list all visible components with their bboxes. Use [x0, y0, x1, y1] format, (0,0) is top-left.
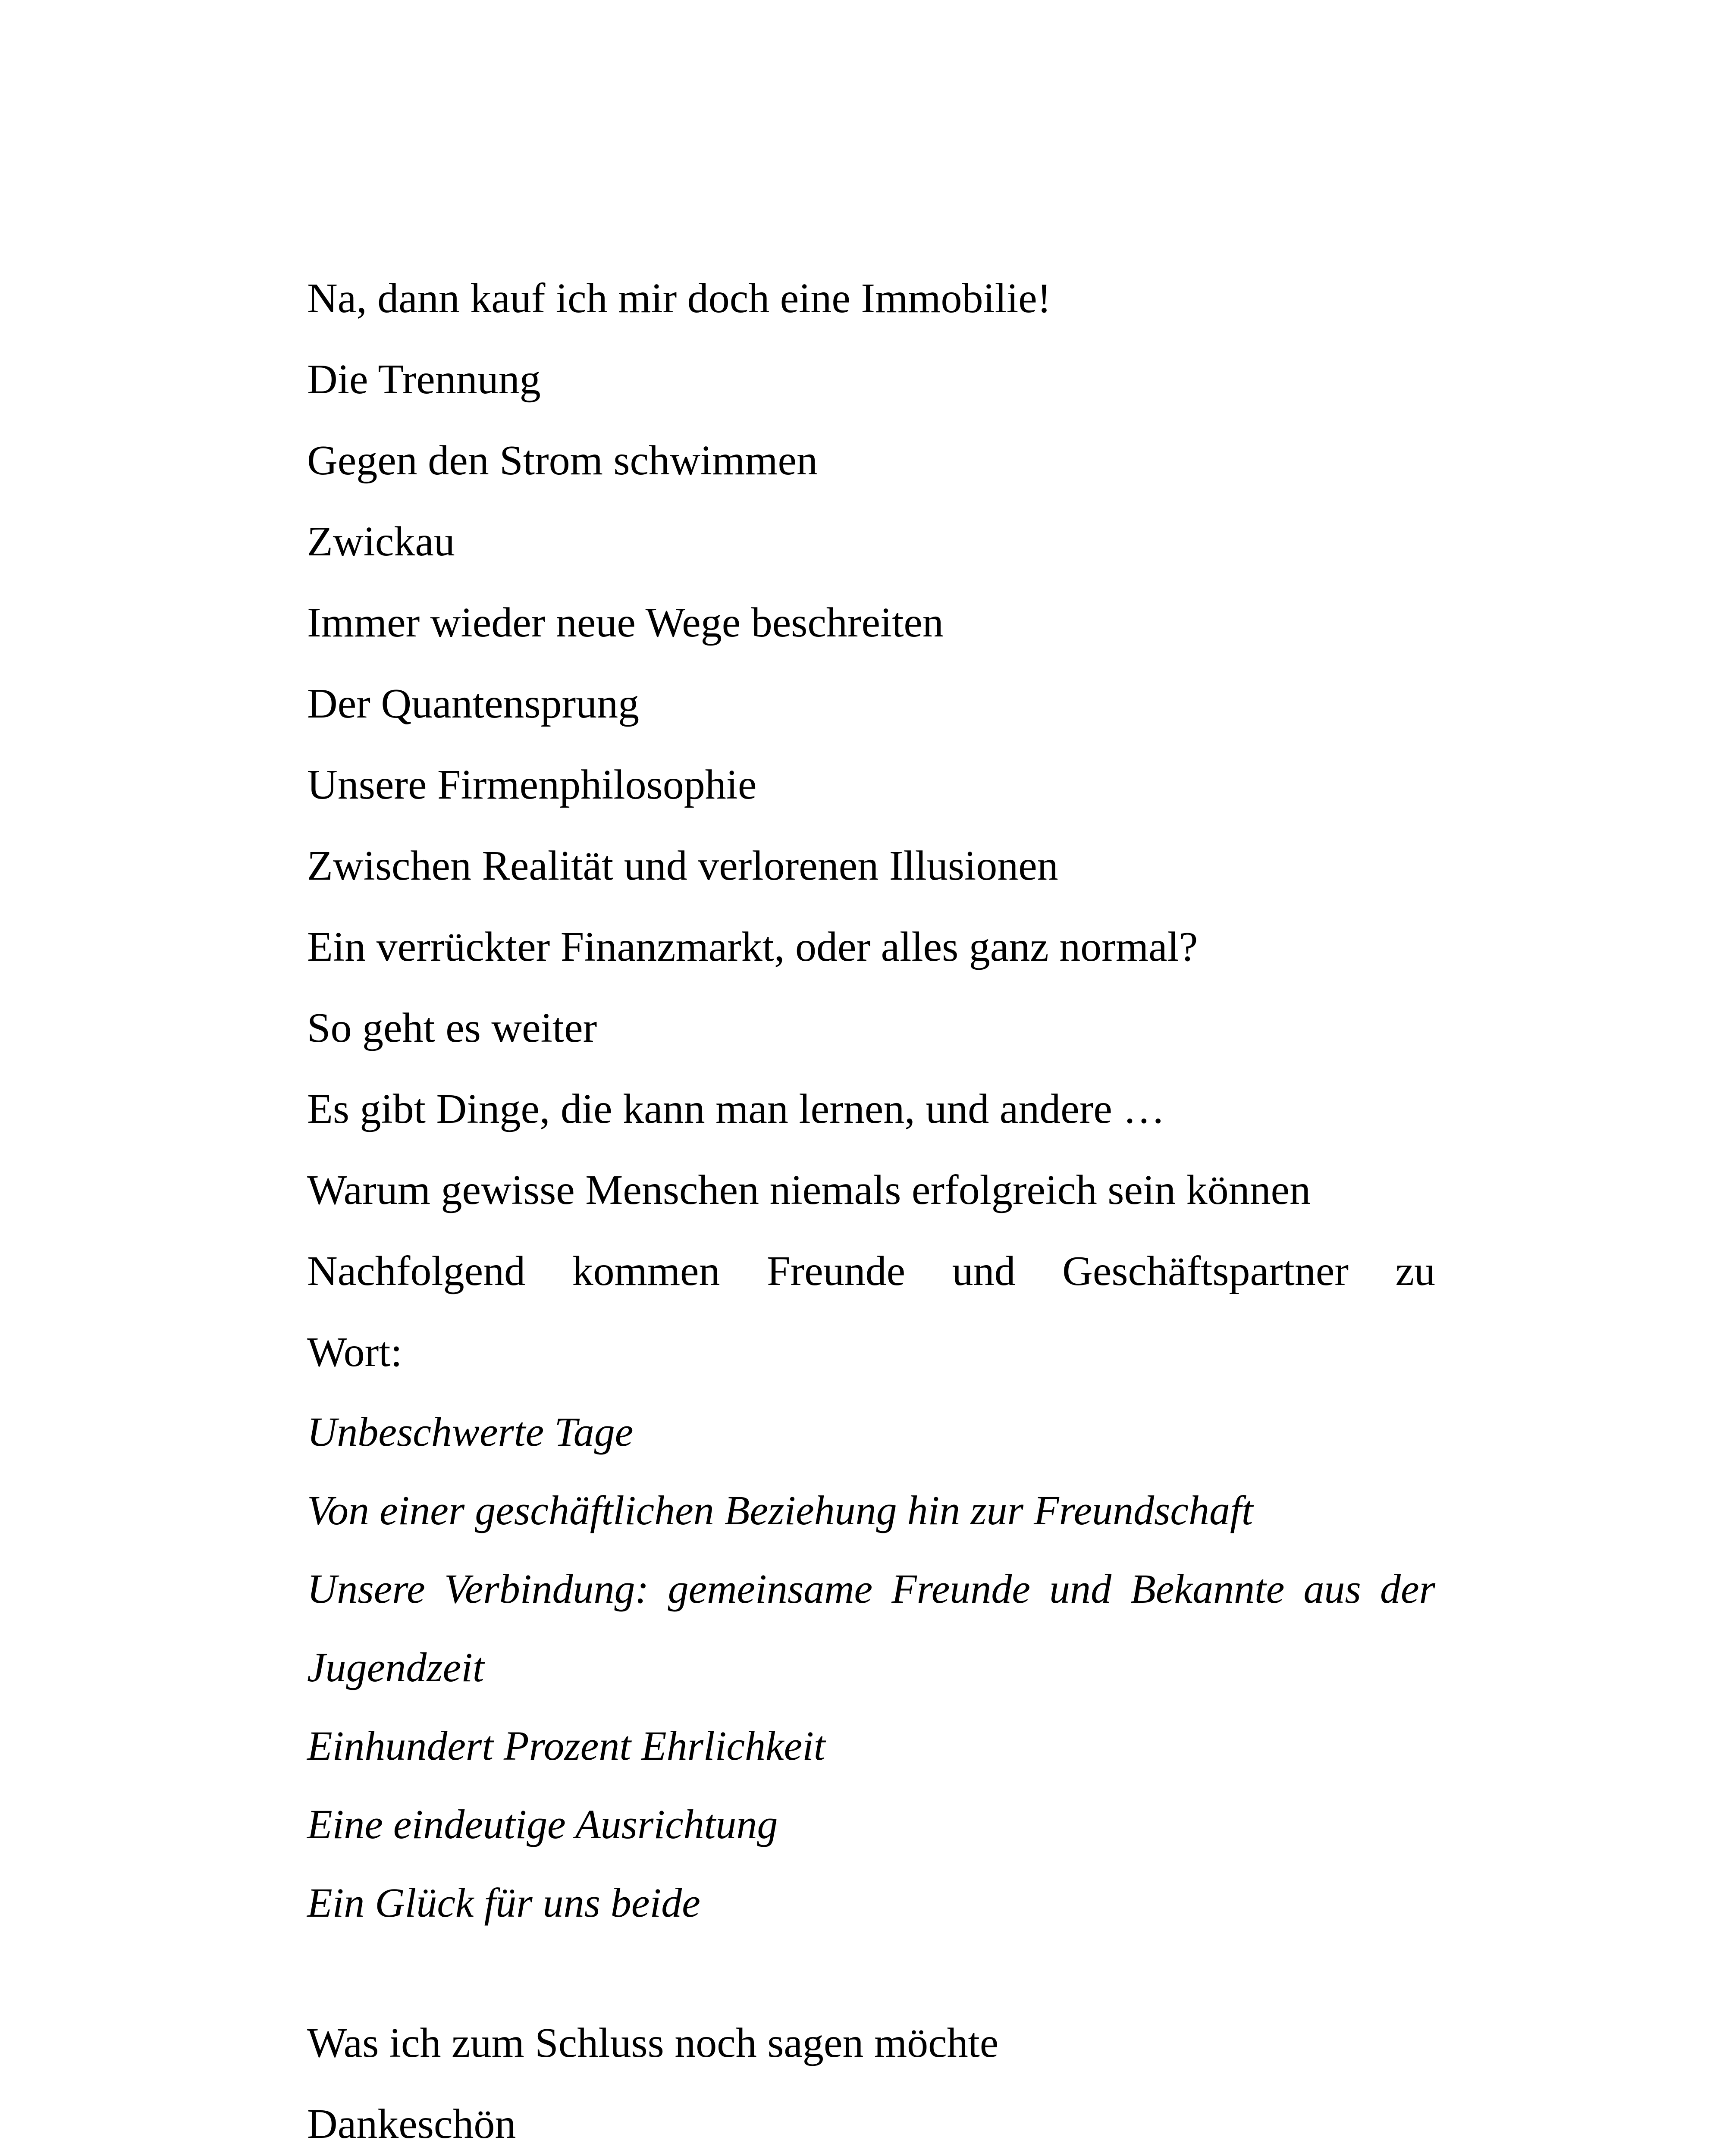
toc-entry: Es gibt Dinge, die kann man lernen, und andere … — [307, 1086, 1165, 1132]
toc-entry: Nachfolgend kommen Freunde und Geschäftspartner zu — [307, 1248, 1435, 1294]
toc-subentry: Jugendzeit — [307, 1644, 484, 1690]
toc-entry: Ein verrückter Finanzmarkt, oder alles ganz normal? — [307, 924, 1198, 970]
toc-entry: Gegen den Strom schwimmen — [307, 437, 818, 484]
toc-entry: Dankeschön — [307, 2101, 516, 2147]
toc-entry: Was ich zum Schluss noch sagen möchte — [307, 2020, 999, 2066]
toc-entry: Der Quantensprung — [307, 680, 640, 727]
toc-entry: Zwickau — [307, 518, 455, 565]
toc-entry: Die Trennung — [307, 356, 541, 403]
toc-subentry: Unbeschwerte Tage — [307, 1409, 634, 1455]
toc-subentry: Unsere Verbindung: gemeinsame Freunde und Bekannte aus der — [307, 1566, 1435, 1612]
toc-subentry: Von einer geschäftlichen Beziehung hin zur Freundschaft — [307, 1487, 1253, 1533]
toc-subentry: Einhundert Prozent Ehrlichkeit — [307, 1723, 825, 1769]
toc-entry: So geht es weiter — [307, 1005, 597, 1051]
toc-entry: Zwischen Realität und verlorenen Illusionen — [307, 843, 1058, 889]
toc-subentry: Ein Glück für uns beide — [307, 1880, 700, 1926]
toc-entry: Warum gewisse Menschen niemals erfolgreich sein können — [307, 1167, 1311, 1213]
toc-entry: Unsere Firmenphilosophie — [307, 761, 757, 808]
section-gap — [307, 1942, 1435, 2002]
table-of-contents — [307, 258, 1435, 2156]
toc-subentry: Eine eindeutige Ausrichtung — [307, 1801, 778, 1847]
toc-entry: Wort: — [307, 1329, 402, 1376]
toc-entry: Na, dann kauf ich mir doch eine Immobilie! — [307, 275, 1051, 322]
toc-entry: Immer wieder neue Wege beschreiten — [307, 599, 944, 646]
